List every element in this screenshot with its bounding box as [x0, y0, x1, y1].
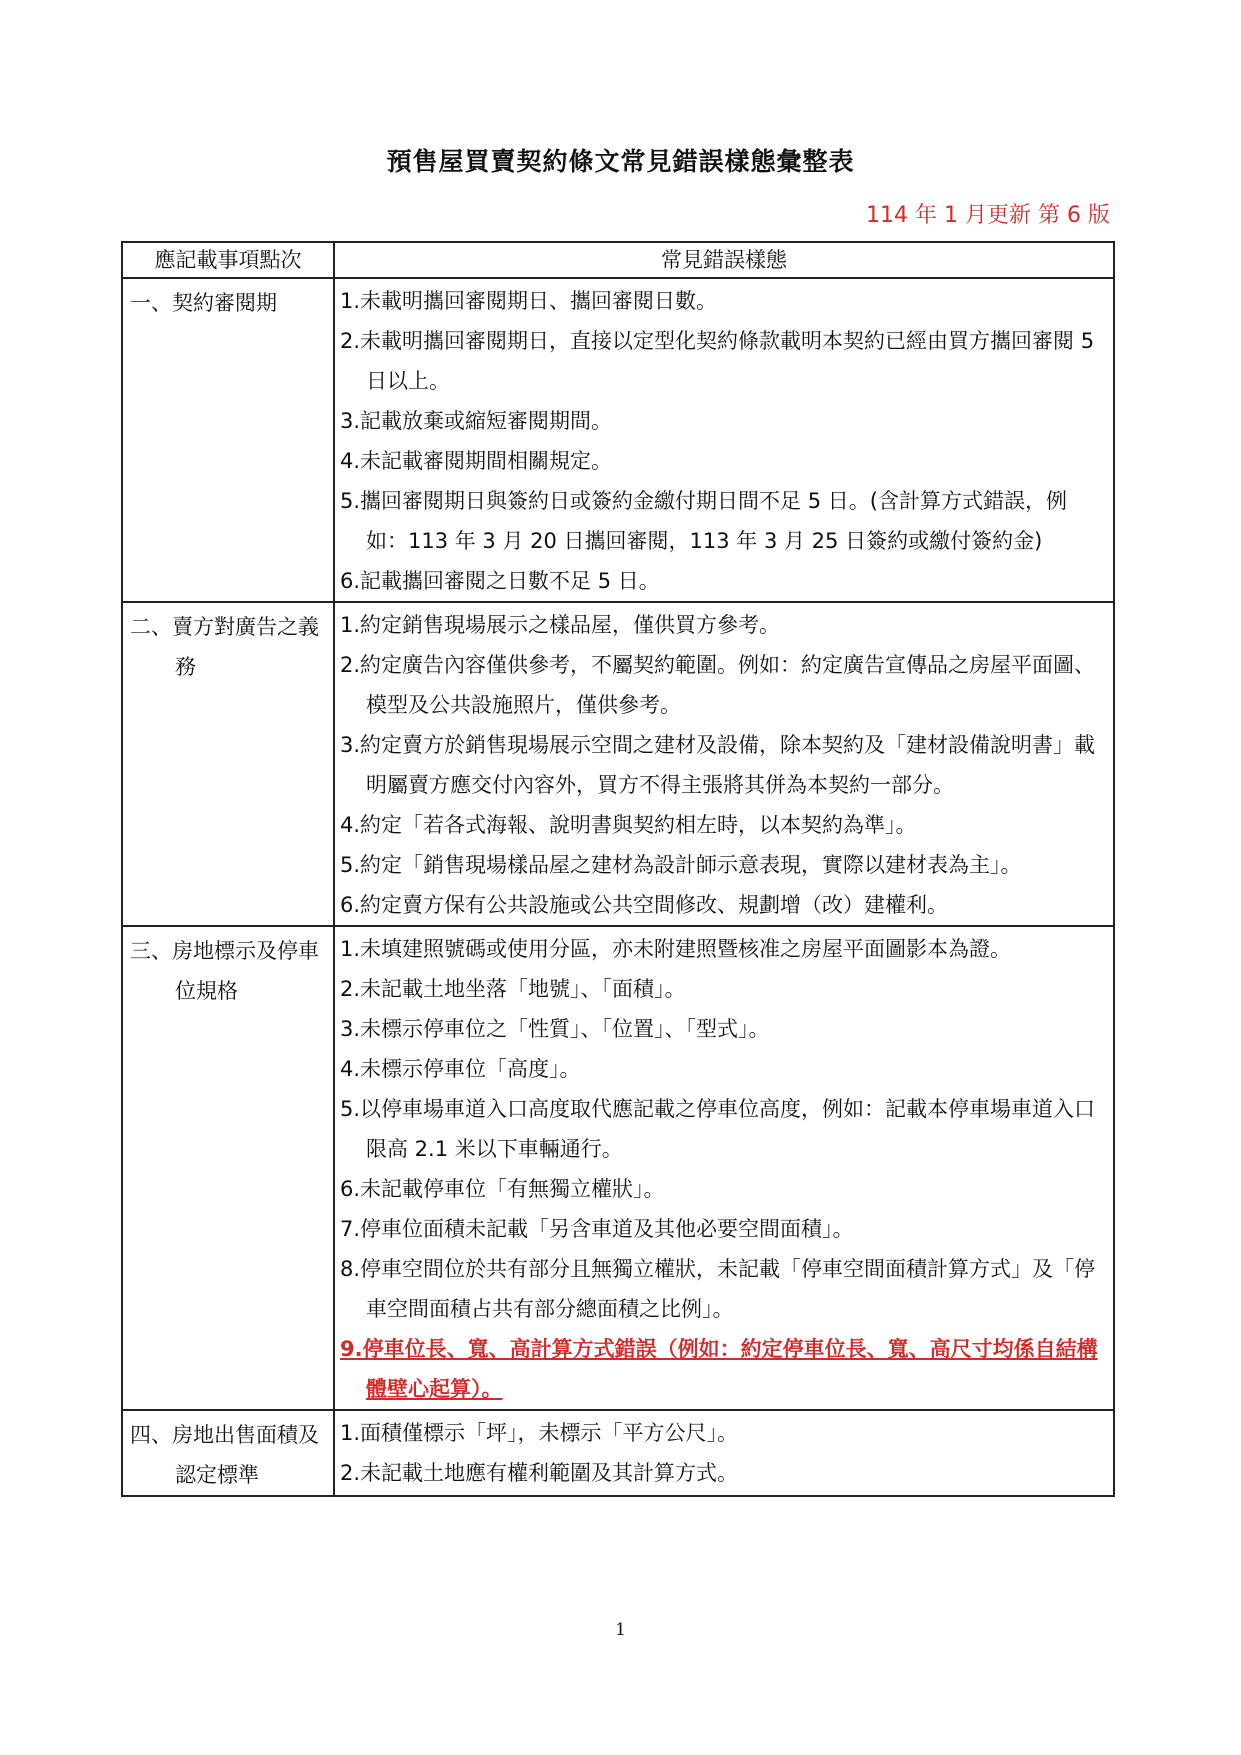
error-item: 2.未載明攜回審閱期日，直接以定型化契約條款載明本契約已經由買方攜回審閱 5 日以上。 [340, 329, 1095, 393]
version-note: 114 年 1 月更新 第 6 版 [866, 203, 1110, 228]
error-item: 3.約定賣方於銷售現場展示空間之建材及設備，除本契約及「建材設備說明書」載明屬賣方應交付內容外，買方不得主張將其併為本契約一部分。 [340, 733, 1096, 797]
table-header-row [122, 242, 1114, 278]
error-item: 6.未記載停車位「有無獨立權狀」。 [340, 1177, 665, 1201]
error-item: 1.面積僅標示「坪」，未標示「平方公尺」。 [340, 1421, 739, 1445]
section-cell [122, 278, 334, 602]
highlighted-error-item: 9.停車位長、寬、高計算方式錯誤（例如：約定停車位長、寬、高尺寸均係自結構體壁心起算）。 [340, 1337, 1098, 1401]
error-item: 2.約定廣告內容僅供參考，不屬契約範圍。例如：約定廣告宣傳品之房屋平面圖、模型及公共設施照片，僅供參考。 [340, 653, 1096, 717]
page-number: 1 [615, 1620, 626, 1640]
error-item: 3.記載放棄或縮短審閱期間。 [340, 409, 613, 433]
error-item: 8.停車空間位於共有部分且無獨立權狀，未記載「停車空間面積計算方式」及「停車空間面積占共有部分總面積之比例」。 [340, 1257, 1096, 1321]
error-item: 5.約定「銷售現場樣品屋之建材為設計師示意表現，實際以建材表為主」。 [340, 853, 1022, 877]
errors-cell [334, 602, 1114, 926]
error-item: 1.未載明攜回審閱期日、攜回審閱日數。 [340, 289, 718, 313]
table-row [122, 1410, 1114, 1496]
error-pattern-table [121, 241, 1115, 1497]
error-item: 4.約定「若各式海報、說明書與契約相左時，以本契約為準」。 [340, 813, 917, 837]
document-title: 預售屋買賣契約條文常見錯誤樣態彙整表 [386, 147, 855, 176]
section-cell [122, 926, 334, 1410]
error-item: 2.未記載土地應有權利範圍及其計算方式。 [340, 1461, 739, 1485]
section-label: 一、契約審閱期 [130, 291, 277, 315]
error-item: 1.約定銷售現場展示之樣品屋，僅供買方參考。 [340, 613, 781, 637]
error-item: 1.未填建照號碼或使用分區，亦未附建照暨核准之房屋平面圖影本為證。 [340, 937, 1012, 961]
errors-cell [334, 1410, 1114, 1496]
table-row [122, 278, 1114, 602]
error-item: 5.以停車場車道入口高度取代應記載之停車位高度，例如：記載本停車場車道入口限高 2.1 米以下車輛通行。 [340, 1097, 1096, 1161]
table-row [122, 926, 1114, 1410]
header-errors: 常見錯誤樣態 [334, 242, 1114, 278]
errors-cell [334, 278, 1114, 602]
error-item: 3.未標示停車位之「性質」、「位置」、「型式」。 [340, 1017, 770, 1041]
error-item: 2.未記載土地坐落「地號」、「面積」。 [340, 977, 686, 1001]
section-cell [122, 1410, 334, 1496]
errors-cell [334, 926, 1114, 1410]
table-row [122, 602, 1114, 926]
error-item: 7.停車位面積未記載「另含車道及其他必要空間面積」。 [340, 1217, 854, 1241]
section-label: 二、賣方對廣告之義務 [130, 615, 319, 679]
section-cell [122, 602, 334, 926]
header-section: 應記載事項點次 [122, 242, 334, 278]
error-item: 4.未記載審閱期間相關規定。 [340, 449, 613, 473]
error-item: 5.攜回審閱期日與簽約日或簽約金繳付期日間不足 5 日。(含計算方式錯誤，例如：113 年 3 月 20 日攜回審閱，113 年 3 月 25 日簽約或繳付簽約金) [340, 489, 1067, 553]
section-label: 四、房地出售面積及認定標準 [130, 1423, 319, 1487]
error-item: 6.記載攜回審閱之日數不足 5 日。 [340, 569, 660, 593]
error-item: 6.約定賣方保有公共設施或公共空間修改、規劃增（改）建權利。 [340, 893, 949, 917]
section-label: 三、房地標示及停車位規格 [130, 939, 319, 1003]
error-item: 4.未標示停車位「高度」。 [340, 1057, 581, 1081]
